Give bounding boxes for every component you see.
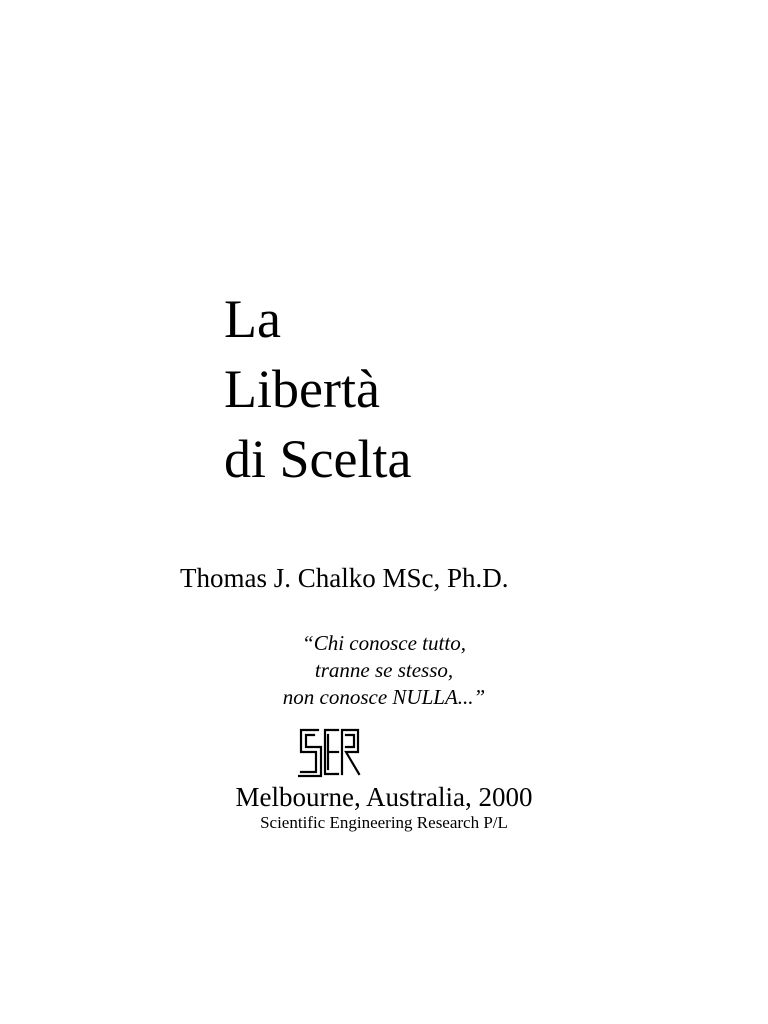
quote-line-2: tranne se stesso, [314, 658, 454, 682]
author-name: Thomas J. Chalko MSc, Ph.D. [180, 563, 509, 593]
quote-line-3: non conosce NULLA...” [282, 685, 486, 709]
publisher-name: Scientific Engineering Research P/L [260, 813, 508, 832]
book-title [224, 284, 411, 494]
title-line-1: La [224, 289, 281, 349]
title-line-2: Libertà [224, 359, 380, 419]
title-line-3: di Scelta [224, 429, 412, 489]
epigraph-quote [204, 630, 564, 711]
publication-place: Melbourne, Australia, 2000 [235, 782, 533, 812]
ser-logo-icon [298, 726, 362, 778]
quote-line-1: “Chi conosce tutto, [302, 631, 466, 655]
